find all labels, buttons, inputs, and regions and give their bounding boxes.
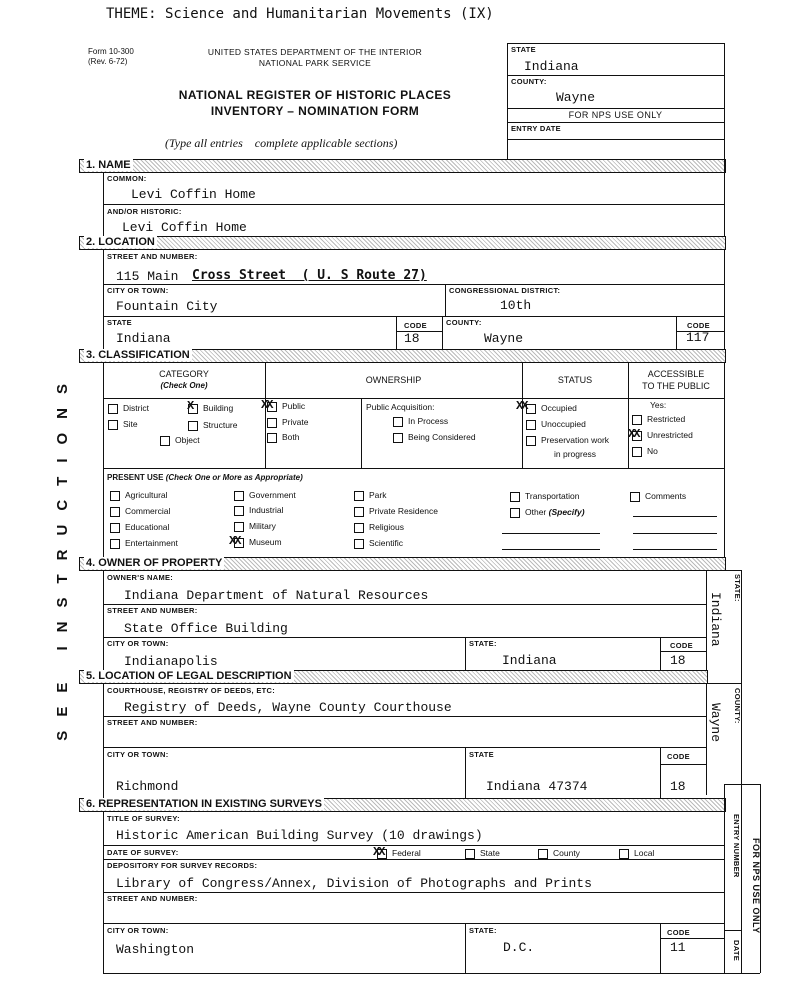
use-transportation[interactable]	[510, 491, 580, 502]
survey-state-label-field: STATE:	[469, 926, 497, 935]
survey-county[interactable]	[538, 848, 580, 859]
section-4-header	[79, 557, 726, 571]
survey-county-label: County	[553, 848, 580, 858]
section-4-title: 4. OWNER OF PROPERTY	[86, 557, 223, 569]
see-instructions-text: SEE INSTRUCTIONS	[54, 370, 71, 741]
accessible-unrestricted-label: Unrestricted	[647, 430, 693, 440]
header-state-label: STATE	[511, 45, 536, 54]
status-occupied[interactable]	[526, 403, 577, 414]
use-other[interactable]	[510, 507, 585, 518]
owner-street-label: STREET AND NUMBER:	[107, 606, 198, 615]
accessible-restricted-label: Restricted	[647, 414, 686, 424]
form-revision: (Rev. 6-72)	[88, 57, 128, 66]
category-object-label: Object	[175, 435, 200, 445]
location-county-code-value: 117	[686, 330, 710, 345]
section-6-title: 6. REPRESENTATION IN EXISTING SURVEYS	[86, 798, 322, 810]
depository-value: Library of Congress/Annex, Division of Photographs and Prints	[116, 876, 592, 891]
congressional-district-label: CONGRESSIONAL DISTRICT:	[449, 286, 561, 295]
section-5-title: 5. LOCATION OF LEGAL DESCRIPTION	[86, 670, 292, 682]
owner-name-label: OWNER'S NAME:	[107, 573, 174, 582]
ownership-private-label: Private	[282, 417, 309, 427]
status-heading: STATUS	[557, 375, 593, 385]
section-3-header	[79, 349, 726, 363]
survey-state[interactable]	[465, 848, 500, 859]
status-unoccupied[interactable]	[526, 419, 586, 430]
acquisition-being-considered[interactable]	[393, 432, 476, 443]
status-preservation[interactable]	[526, 435, 609, 446]
date-vertical: DATE	[732, 940, 741, 962]
survey-local[interactable]	[619, 848, 654, 859]
owner-city-label: CITY OR TOWN:	[107, 639, 169, 648]
use-other-specify: (Specify)	[548, 507, 585, 517]
use-entertainment-label: Entertainment	[125, 538, 178, 548]
survey-state-value: D.C.	[503, 940, 535, 955]
side-county-label: COUNTY:	[733, 688, 742, 724]
entry-number-vertical: ENTRY NUMBER	[732, 814, 741, 878]
location-county-value: Wayne	[484, 331, 524, 346]
ownership-both-label: Both	[282, 432, 300, 442]
use-educational[interactable]	[110, 522, 169, 533]
section-1-header	[79, 159, 726, 173]
survey-local-label: Local	[634, 848, 655, 858]
acquisition-being-considered-label: Being Considered	[408, 432, 476, 442]
survey-street-label: STREET AND NUMBER:	[107, 894, 198, 903]
use-commercial-label: Commercial	[125, 506, 171, 516]
department-name: UNITED STATES DEPARTMENT OF THE INTERIOR	[207, 47, 423, 57]
nps-use-only-vertical: FOR NPS USE ONLY	[751, 838, 761, 934]
historic-label: AND/OR HISTORIC:	[107, 207, 182, 216]
accessible-label-1: ACCESSIBLE	[647, 369, 705, 379]
ownership-private[interactable]	[267, 417, 308, 428]
survey-title-value: Historic American Building Survey (10 drawings)	[116, 828, 483, 843]
location-county-label: COUNTY:	[446, 318, 482, 327]
status-unoccupied-label: Unoccupied	[541, 419, 586, 429]
legal-code-label: CODE	[667, 752, 690, 761]
survey-federal-x-mark: XX	[373, 845, 384, 859]
survey-federal-label: Federal	[392, 848, 421, 858]
status-occupied-label: Occupied	[541, 403, 577, 413]
form-title-line2: INVENTORY – NOMINATION FORM	[210, 104, 420, 118]
legal-state-value: Indiana 47374	[486, 779, 588, 794]
survey-city-label: CITY OR TOWN:	[107, 926, 169, 935]
see-instructions-vertical	[50, 370, 70, 749]
side-county-value: Wayne	[708, 703, 723, 743]
form-instructions: (Type all entries complete applicable sections)	[165, 136, 398, 150]
accessible-heading	[628, 368, 724, 392]
ownership-both[interactable]	[267, 432, 300, 443]
category-district[interactable]	[108, 403, 149, 414]
location-county-code-label: CODE	[687, 321, 710, 330]
accessible-restricted[interactable]	[632, 414, 685, 425]
accessible-label-2: TO THE PUBLIC	[642, 381, 710, 391]
use-transportation-label: Transportation	[525, 491, 580, 501]
form-number-block	[88, 47, 134, 67]
category-site-label: Site	[123, 419, 138, 429]
category-site[interactable]	[108, 419, 138, 430]
category-building[interactable]	[188, 403, 233, 414]
header-county-value: Wayne	[556, 90, 596, 105]
ownership-public-x-mark: XX	[261, 398, 272, 412]
section-2-title: 2. LOCATION	[86, 236, 155, 248]
survey-date-label: DATE OF SURVEY:	[107, 848, 179, 857]
theme-line: THEME: Science and Humanitarian Movements (IX)	[106, 6, 494, 22]
use-scientific-label: Scientific	[369, 538, 404, 548]
depository-label: DEPOSITORY FOR SURVEY RECORDS:	[107, 861, 258, 870]
use-educational-label: Educational	[125, 522, 170, 532]
status-preservation-label: Preservation work	[541, 435, 610, 445]
header-county-label: COUNTY:	[511, 77, 547, 86]
location-street-handwritten: Cross Street ( U. S Route 27)	[192, 268, 427, 283]
owner-code-value: 18	[670, 653, 686, 668]
status-occupied-x-mark: XX	[516, 399, 527, 413]
location-state-code-label: CODE	[404, 321, 427, 330]
section-3-title: 3. CLASSIFICATION	[86, 349, 190, 361]
section-6-header	[79, 798, 726, 812]
historic-name-value: Levi Coffin Home	[122, 220, 247, 235]
use-museum[interactable]	[234, 537, 282, 548]
agency-block	[150, 47, 480, 69]
location-state-label: STATE	[107, 318, 132, 327]
ownership-heading: OWNERSHIP	[365, 375, 422, 385]
owner-street-value: State Office Building	[124, 621, 288, 636]
survey-code-label: CODE	[667, 928, 690, 937]
category-structure[interactable]	[188, 420, 238, 431]
category-structure-label: Structure	[203, 420, 238, 430]
use-scientific[interactable]	[354, 538, 403, 549]
owner-state-value: Indiana	[502, 653, 557, 668]
use-agricultural-label: Agricultural	[125, 490, 168, 500]
status-preservation-label-2: in progress	[554, 449, 597, 459]
location-city-value: Fountain City	[116, 299, 218, 314]
legal-code-value: 18	[670, 779, 686, 794]
use-private-residence[interactable]	[354, 506, 438, 517]
ownership-public[interactable]	[267, 401, 305, 412]
use-park[interactable]	[354, 490, 386, 501]
section-5-header	[79, 670, 708, 684]
use-industrial-label: Industrial	[249, 505, 284, 515]
use-government[interactable]	[234, 490, 296, 501]
header-state-value: Indiana	[524, 59, 579, 74]
survey-federal[interactable]	[377, 848, 421, 859]
category-district-label: District	[123, 403, 149, 413]
use-agricultural[interactable]	[110, 490, 168, 501]
survey-state-label: State	[480, 848, 500, 858]
present-use-label: PRESENT USE	[107, 473, 164, 482]
common-label: COMMON:	[107, 174, 147, 183]
use-military[interactable]	[234, 521, 276, 532]
owner-state-label: STATE:	[469, 639, 497, 648]
accessible-yes-label: Yes:	[650, 400, 667, 410]
legal-city-value: Richmond	[116, 779, 179, 794]
accessible-unrestricted-x-mark: XX	[628, 427, 639, 441]
legal-state-label: STATE	[469, 750, 494, 759]
category-object[interactable]	[160, 435, 200, 446]
owner-city-value: Indianapolis	[124, 654, 218, 669]
use-museum-label: Museum	[249, 537, 282, 547]
use-industrial[interactable]	[234, 505, 284, 516]
location-state-value: Indiana	[116, 331, 171, 346]
ownership-public-label: Public	[282, 401, 306, 411]
category-check-one: (Check One)	[160, 381, 208, 390]
category-building-label: Building	[203, 403, 234, 413]
location-state-code-value: 18	[404, 331, 420, 346]
form-number: Form 10-300	[88, 47, 134, 56]
location-city-label: CITY OR TOWN:	[107, 286, 169, 295]
congressional-district-value: 10th	[500, 298, 532, 313]
use-other-label: Other	[525, 507, 547, 517]
owner-name-value: Indiana Department of Natural Resources	[124, 588, 429, 603]
use-comments-label: Comments	[645, 491, 687, 501]
form-title-line1: NATIONAL REGISTER OF HISTORIC PLACES	[178, 88, 452, 102]
use-military-label: Military	[249, 521, 276, 531]
section-1-title: 1. NAME	[86, 159, 131, 171]
section-2-header	[79, 236, 726, 250]
courthouse-label: COURTHOUSE, REGISTRY OF DEEDS, ETC:	[107, 686, 276, 695]
legal-city-label: CITY OR TOWN:	[107, 750, 169, 759]
use-commercial[interactable]	[110, 506, 170, 517]
accessible-no[interactable]	[632, 446, 658, 457]
legal-street-label: STREET AND NUMBER:	[107, 718, 198, 727]
category-building-x-mark: X	[187, 399, 193, 413]
use-comments[interactable]	[630, 491, 686, 502]
courthouse-value: Registry of Deeds, Wayne County Courthouse	[124, 700, 452, 715]
use-park-label: Park	[369, 490, 387, 500]
survey-title-label: TITLE OF SURVEY:	[107, 814, 180, 823]
side-state-value: Indiana	[708, 592, 723, 647]
owner-code-label: CODE	[670, 641, 693, 650]
accessible-no-label: No	[647, 446, 658, 456]
use-entertainment[interactable]	[110, 538, 178, 549]
public-acquisition-label: Public Acquisition:	[366, 402, 435, 412]
entry-date-label: ENTRY DATE	[511, 124, 561, 133]
acquisition-in-process-label: In Process	[408, 416, 449, 426]
survey-city-value: Washington	[116, 942, 195, 957]
use-religious-label: Religious	[369, 522, 404, 532]
form-title	[140, 87, 490, 119]
service-name: NATIONAL PARK SERVICE	[258, 58, 372, 68]
use-museum-x-mark: XX	[229, 534, 240, 548]
use-government-label: Government	[249, 490, 296, 500]
use-religious[interactable]	[354, 522, 404, 533]
present-use-note: (Check One or More as Appropriate)	[165, 473, 303, 482]
nps-use-only-label: FOR NPS USE ONLY	[568, 110, 663, 120]
survey-code-value: 11	[670, 940, 686, 955]
category-label: CATEGORY	[159, 369, 209, 379]
present-use-heading	[107, 473, 303, 482]
use-private-residence-label: Private Residence	[369, 506, 438, 516]
location-street-typed: 115 Main	[116, 269, 179, 284]
accessible-unrestricted[interactable]	[632, 430, 693, 441]
side-state-label: STATE:	[733, 574, 742, 602]
acquisition-in-process[interactable]	[393, 416, 448, 427]
category-heading	[103, 368, 265, 392]
location-street-label: STREET AND NUMBER:	[107, 252, 198, 261]
common-name-value: Levi Coffin Home	[131, 187, 256, 202]
